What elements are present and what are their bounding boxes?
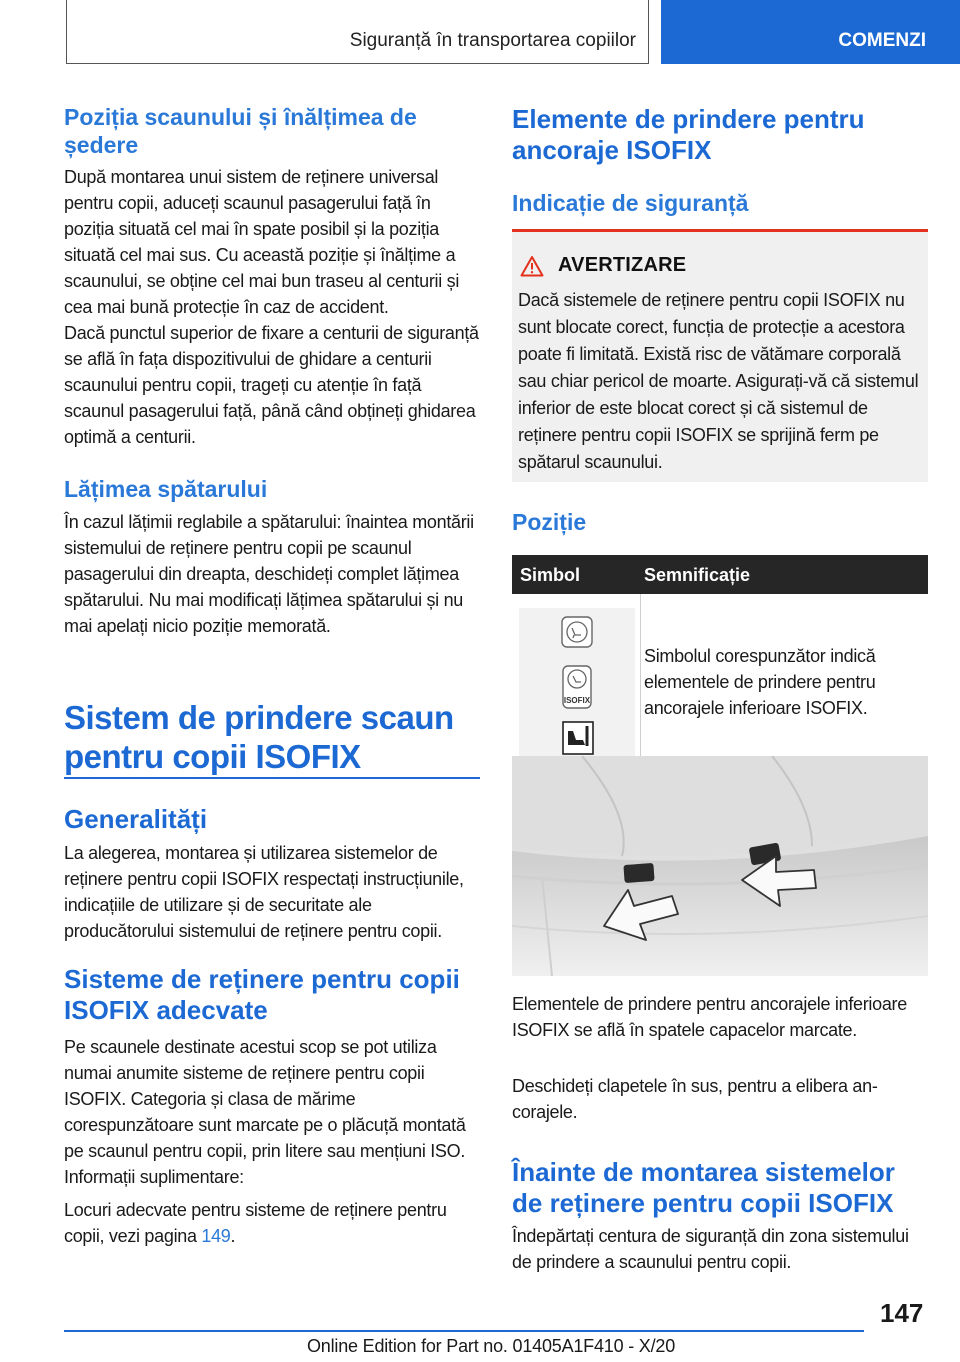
paragraph-backrest: În cazul lățimii reglabile a spătarului: înaintea montării sistemului de reținere pentru copii pe scaunul pasagerului din dreapta, deschideți complet lățimea spătarului. Nu mai modificați lățimea spătarului și nu mai apelați nicio poziție memorată.: [64, 512, 474, 636]
rear-seat-illustration: [512, 756, 928, 976]
isofix-symbols-icon: [519, 608, 635, 757]
heading-general: Generalități: [64, 804, 208, 834]
paragraph-seat-2: Dacă punctul superior de fixare a centurii de siguranță se află în fața dispozitivului de ghidare a centurii scaunului pentru copii, trageți cu atenție în față scaunul pasagerului față, până când obțineți ghidarea optimă a centurii.: [64, 323, 479, 447]
warning-box: [512, 229, 928, 482]
symbol-meaning-text: Simbolul corespunzător indică elementele de prindere pentru ancorajele inferioare ISOFIX.: [644, 646, 876, 718]
page-link[interactable]: 149: [201, 1226, 231, 1246]
warning-title: AVERTIZARE: [558, 254, 687, 276]
places-text: Locuri adecvate pentru sisteme de reținere pentru copii, vezi pagina: [64, 1200, 447, 1246]
isofix-anchor-photo: [512, 756, 928, 976]
paragraph-photo-2: Deschideți clapetele în sus, pentru a elibera ancorajele.: [512, 1076, 878, 1122]
page-number: 147: [880, 1298, 924, 1328]
footer-rule: [64, 1330, 864, 1332]
places-end: .: [230, 1226, 236, 1246]
heading-position: Poziție: [512, 509, 587, 535]
heading-suitable-systems: Sisteme de reținere pentru copii ISOFIX adecvate: [64, 964, 460, 1025]
heading-backrest-width: Lățimea spătarului: [64, 476, 268, 502]
heading-safety-note: Indicație de siguranță: [512, 190, 749, 216]
heading-before-mounting: Înainte de montarea sistemelor de reținere pentru copii ISOFIX: [512, 1157, 895, 1218]
paragraph-photo-1: Elementele de prindere pentru ancorajele inferioare ISOFIX se află în spatele capacelor marcate.: [512, 994, 907, 1040]
table-row: [512, 594, 928, 769]
warning-triangle-icon: [520, 255, 544, 277]
tab-comenzi[interactable]: [661, 0, 960, 64]
isofix-label: ISOFIX: [563, 696, 591, 705]
paragraph-places: [64, 1197, 480, 1249]
symbol-table: [512, 555, 928, 769]
edition-text: Online Edition for Part no. 01405A1F410 - X/20: [307, 1336, 676, 1356]
heading-isofix-system: Sistem de prindere scaun pentru copii ISOFIX: [64, 699, 454, 775]
tab-label: COMENZI: [838, 30, 926, 51]
col-meaning: Semnificație: [644, 565, 751, 585]
warning-header: [520, 254, 686, 277]
paragraph-info: Informații suplimentare:: [64, 1167, 244, 1187]
heading-underline: [64, 777, 480, 779]
col-symbol: Simbol: [520, 565, 581, 585]
paragraph-before: Îndepărtați centura de siguranță din zona sistemului de prindere a scaunului pentru copii.: [512, 1226, 909, 1272]
table-header: [512, 555, 928, 594]
paragraph-suitable: Pe scaunele destinate acestui scop se pot utiliza numai anumite sisteme de reținere pentru copii ISOFIX. Categoria și clasa de mărime corespunzătoare sunt marcate pe o plăcuță montată pe scaunul pentru copii, prin litere sau mențiuni ISO.: [64, 1037, 466, 1161]
section-title: Siguranță în transportarea copiilor: [349, 30, 636, 51]
paragraph-general: La alegerea, montarea și utilizarea sistemelor de reținere pentru copii ISOFIX respectați instrucțiunile, indicațiile de utilizare și de securitate ale producătorului sistemului de reținere pentru copii.: [64, 843, 464, 941]
heading-anchors: Elemente de prindere pentru ancoraje ISOFIX: [512, 104, 865, 165]
symbol-cell: [519, 608, 635, 757]
column-divider: [640, 594, 641, 769]
paragraph-seat-1: După montarea unui sistem de reținere universal pentru copii, aduceți scaunul pasagerului față în poziția situată cel mai în spate posibil și la poziția situată cel mai sus. Cu această poziție și înălțime a scaunului, se obține cel mai bun traseu al centurii și cea mai bună protecție în caz de accident.: [64, 167, 460, 317]
warning-text: Dacă sistemele de reținere pentru copii ISOFIX nu sunt blocate corect, funcția de protecție a acestora poate fi limitată. Există risc de vătămare corporală sau chiar pericol de moarte. Asigurați-vă că sistemul inferior de este blocat corect și că sistemul de reținere pentru copii ISOFIX se sprijină ferm pe spătarul scaunului.: [518, 290, 919, 472]
header-frame: [66, 0, 649, 64]
heading-seat-position: Poziția scaunului și înălțimea de ședere: [64, 104, 417, 158]
